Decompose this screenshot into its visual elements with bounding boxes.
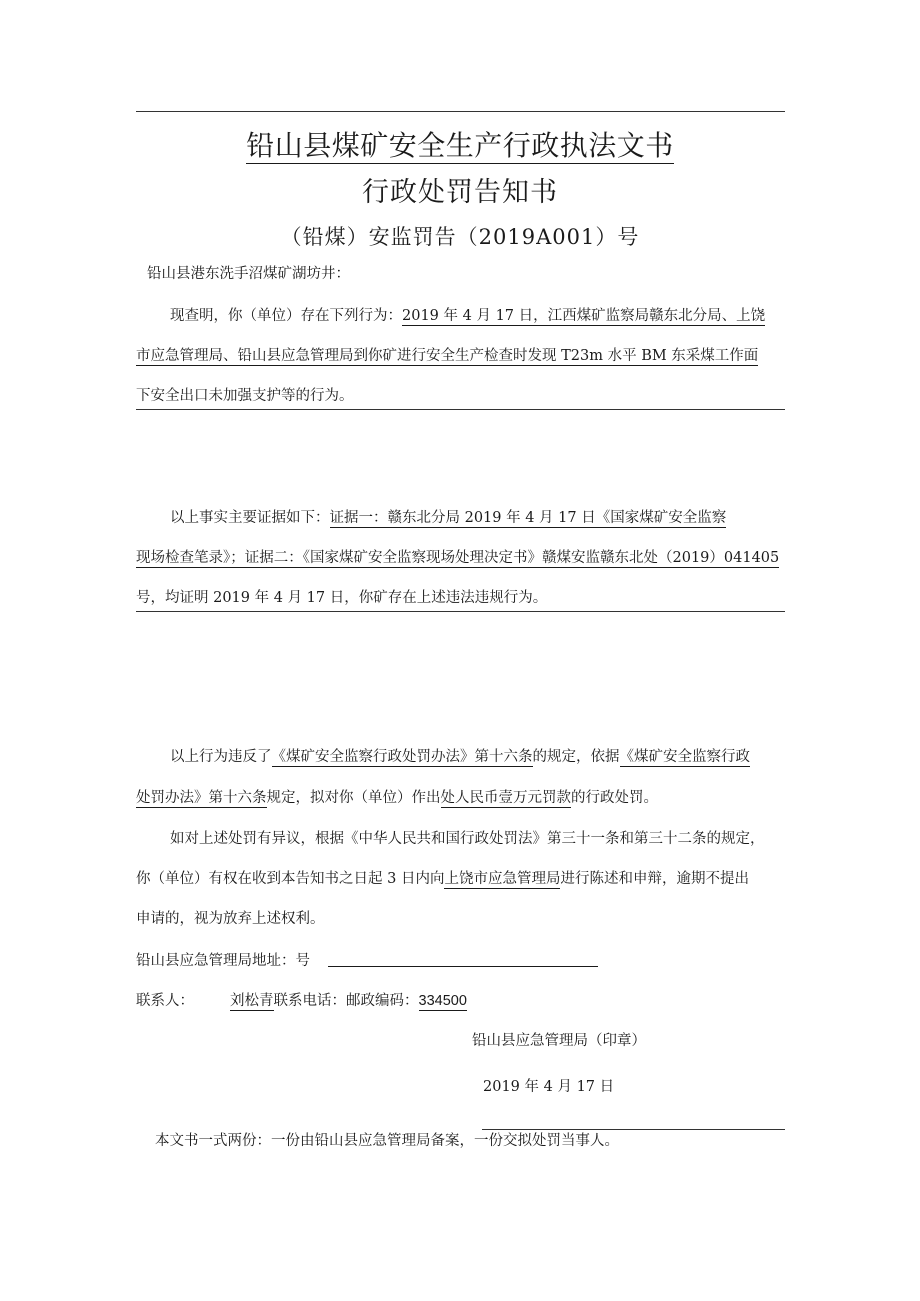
contact-name: 刘松青 (230, 993, 274, 1009)
recipient: 铅山县港东洗手沼煤矿湖坊井： (147, 266, 350, 282)
document-number: （铅煤）安监罚告（2019A001）号 (280, 225, 640, 249)
facts-line-1 (170, 306, 765, 326)
document-type-title: 行政处罚告知书 (362, 177, 558, 208)
evidence-rule (136, 611, 785, 612)
evidence-intro: 以上事实主要证据如下： (170, 510, 330, 526)
rights-line-1: 如对上述处罚有异议，根据《中华人民共和国行政处罚法》第三十一条和第三十二条的规定， (170, 831, 765, 847)
evidence-line-1 (170, 508, 726, 528)
facts-intro: 现查明，你（单位）存在下列行为： (170, 308, 402, 324)
facts-text: 2019 年 4 月 17 日，江西煤矿监察局赣东北分局、上饶 (402, 308, 766, 324)
appeal-agency: 上饶市应急管理局 (444, 871, 561, 887)
facts-line-3: 下安全出口未加强支护等的行为。 (136, 388, 354, 404)
authority-title: 铅山县煤矿安全生产行政执法文书 (246, 129, 674, 162)
issuing-org-seal: 铅山县应急管理局（印章） (472, 1033, 646, 1049)
violated-law: 《煤矿安全监察行政处罚办法》第十六条 (271, 749, 533, 765)
facts-rule (136, 409, 785, 410)
violation-line-2: 处罚办法》第十六条规定，拟对你（单位）作出处人民币壹万元罚款的行政处罚。 (136, 790, 658, 806)
contact-label: 联系人： (136, 993, 194, 1009)
rights-line-2: 你（单位）有权在收到本告知书之日起 3 日内向上饶市应急管理局进行陈述和申辩，逾期不提出 (136, 871, 749, 887)
violation-line-1: 以上行为违反了《煤矿安全监察行政处罚办法》第十六条的规定，依据《煤矿安全监察行政 (170, 749, 750, 765)
basis-law: 《煤矿安全监察行政 (619, 749, 750, 765)
postal-code: 334500 (418, 993, 467, 1009)
footer-rule (482, 1129, 785, 1130)
issue-date: 2019 年 4 月 17 日 (483, 1079, 615, 1095)
facts-line-2: 市应急管理局、铅山县应急管理局到你矿进行安全生产检查时发现 T23m 水平 BM 东采煤工作面 (136, 348, 759, 364)
copies-note: 本文书一式两份：一份由铅山县应急管理局备案，一份交拟处罚当事人。 (155, 1133, 619, 1149)
address-label: 铅山县应急管理局地址：号 (136, 953, 310, 969)
top-rule (136, 111, 785, 112)
address-blank-line (328, 966, 598, 967)
evidence-text: 证据一：赣东北分局 2019 年 4 月 17 日《国家煤矿安全监察 (329, 510, 727, 526)
evidence-line-3: 号，均证明 2019 年 4 月 17 日，你矿存在上述违法违规行为。 (136, 590, 548, 606)
contact-line (230, 991, 467, 1011)
evidence-line-2: 现场检查笔录》；证据二：《国家煤矿安全监察现场处理决定书》赣煤安监赣东北处（2019）041405 (136, 550, 780, 566)
penalty: 处人民币壹万元罚款 (440, 790, 571, 806)
rights-line-3: 申请的，视为放弃上述权利。 (136, 911, 325, 927)
phone-postal-label: 联系电话：邮政编码： (273, 993, 419, 1009)
